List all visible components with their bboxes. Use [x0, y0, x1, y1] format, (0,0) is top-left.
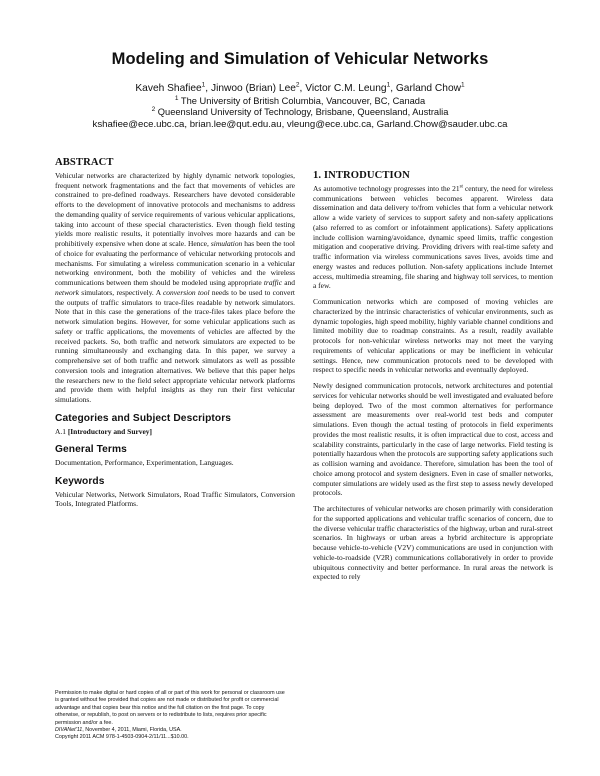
- intro-paragraph: Communication networks which are composed of moving vehicles are characterized by the intrinsic characteristics of vehicular environments, such as dynamic topologies, high speed mobility, highly variable channel conditions and limited mobility due to roadmap constraints. As a result, readily available protocols for non-vehicular wireless networks may not meet the varying requirements of vehicular applications or may be inefficient in vehicular settings. Hence, new communication protocols need to be developed with respect to specific needs in vehicular networks and eventually deployed.: [313, 297, 553, 375]
- author-emails: kshafiee@ece.ubc.ca, brian.lee@qut.edu.au, vleung@ece.ubc.ca, Garland.Chow@sauder.ubc.ca: [92, 118, 508, 130]
- categories-text: A.1 [Introductory and Survey]: [55, 426, 152, 436]
- paper-title: Modeling and Simulation of Vehicular Networks: [111, 50, 489, 68]
- general-terms-heading: General Terms: [55, 444, 127, 456]
- affiliation: $^1$ The University of British Columbia, Vancouver, BC, Canada: [174, 94, 426, 106]
- intro-paragraph: The architectures of vehicular networks are chosen primarily with consideration for the supported applications and vehicular traffic scenarios of concern, due to the diverse vehicular traffic characteristics of the highway, urban and rural-street scenarios. In highways or urban areas a hybrid architecture is appropriate because vehicle-to-vehicle (V2V) communications are used in conjunction with vehicle-to-roadside (V2R) communications collaboratively in order to provide ubiquitous connectivity and better performance. In rural areas the network is expected to rely: [313, 504, 553, 582]
- author: Jinwoo (Brian) Lee$^2$,: [210, 81, 306, 94]
- abstract-heading: ABSTRACT: [55, 157, 114, 168]
- categories-heading: Categories and Subject Descriptors: [55, 412, 232, 424]
- keywords-heading: Keywords: [55, 475, 105, 487]
- author-names: [40, 83, 560, 96]
- keywords-text: Vehicular Networks, Network Simulators, Road Traffic Simulators, Conversion Tools, Integrated Platforms.: [55, 489, 295, 509]
- intro-paragraph: Newly designed communication protocols, network architectures and potential services for vehicular networks should be well investigated and evaluated before being deployed. Two of the most common alternatives for performance assessment are measurements over real-world test beds and computer simulations. Even though the actual testing of protocols in field experiments provides the most realistic results, it is often impractical due to cost, access and scalability constraints, particularly in the case of large networks. Field testing is potentially hazardous when the protocols are supporting safety applications such as collision warning and avoidance. Therefore, simulation has been the tool of choice among protocol and system designers. Even in case of smaller networks, computer simulations are widely used as the first step to assess newly developed protocols.: [313, 381, 553, 498]
- author: Kaveh Shafiee$^1$,: [135, 81, 211, 94]
- right-column: [313, 171, 553, 582]
- abstract-text: Vehicular networks are characterized by highly dynamic network topologies, frequent network fragmentations and the fact that movements of vehicles are constrained to pre-defined roadways. Researchers have devoted considerable efforts to the development of innovative protocols and mechanisms to address the demanding quality of service requirements of various vehicular applications, taking into account of these special characteristics. Even though field testing yields more realistic results, it potentially involves more hazards and can be prohibitively expensive when done at scale. Hence, simulation has been the tool of choice for evaluating the performance of vehicular networking protocols and mechanisms. For simulating a wireless communication scenario in a vehicular networking environment, both the mobility of vehicles and the wireless communications between them should be modeled using appropriate traffic and network simulators, respectively. A conversion tool needs to be used to convert the outputs of traffic simulators to trace-files readable by network simulators. Note that in this case the generations of the trace-files takes place before the network simulation begins. However, for some vehicular applications such as safety or traffic applications, the movements of vehicles are affected by the received packets. So, both traffic and network simulators are expected to be running simultaneously and exchanging data. In this paper, we survey a comprehensive set of both traffic and network simulators as well as possible conversion tools and integration alternatives. We believe that this paper helps the researchers new to the field select appropriate vehicular network platforms and provide them with helpful insights as they run their first vehicular simulations.: [55, 170, 295, 404]
- author-block: [40, 83, 560, 131]
- author: Victor C.M. Leung$^1$,: [305, 81, 396, 94]
- intro-paragraph: As automotive technology progresses into the 21st century, the need for wireless communications between vehicles becomes apparent. Wireless data dissemination and data delivery to/from vehicles that form a vehicular network allow a wide variety of services to support safety and non-safety applications (also referred to as comfort or infotainment applications). Safety applications include collision warning/avoidance, dynamic speed limits, traffic congestion mitigation and cooperative driving. Providing drivers with real-time safety and traffic information via wireless communications saves lives, avoids time and energy wastes and reduces pollution. Non-safety applications include Internet access, multimedia streaming, file sharing and highway toll services, to mention a few.: [313, 183, 553, 291]
- affiliation: $^2$ Queensland University of Technology, Brisbane, Queensland, Australia: [151, 106, 449, 118]
- permission-footnote: Permission to make digital or hard copies of all or part of this work for personal or classroom use is granted without fee provided that copies are not made or distributed for profit or commercial advantage and that copies bear this notice and the full citation on the first page. To copy otherwise, or republish, to post on servers or to redistribute to lists, requires prior specific permission and/or a fee. DIVANet'11, November 4, 2011, Miami, Florida, USA. Copyright 2011 ACM 978-1-4503-0904-2/11/11...$10.00.: [55, 690, 285, 741]
- left-column: [55, 158, 295, 509]
- introduction-heading: 1. INTRODUCTION: [313, 170, 410, 181]
- general-terms-text: Documentation, Performance, Experimentation, Languages.: [55, 458, 234, 467]
- author: Garland Chow$^1$: [395, 81, 465, 94]
